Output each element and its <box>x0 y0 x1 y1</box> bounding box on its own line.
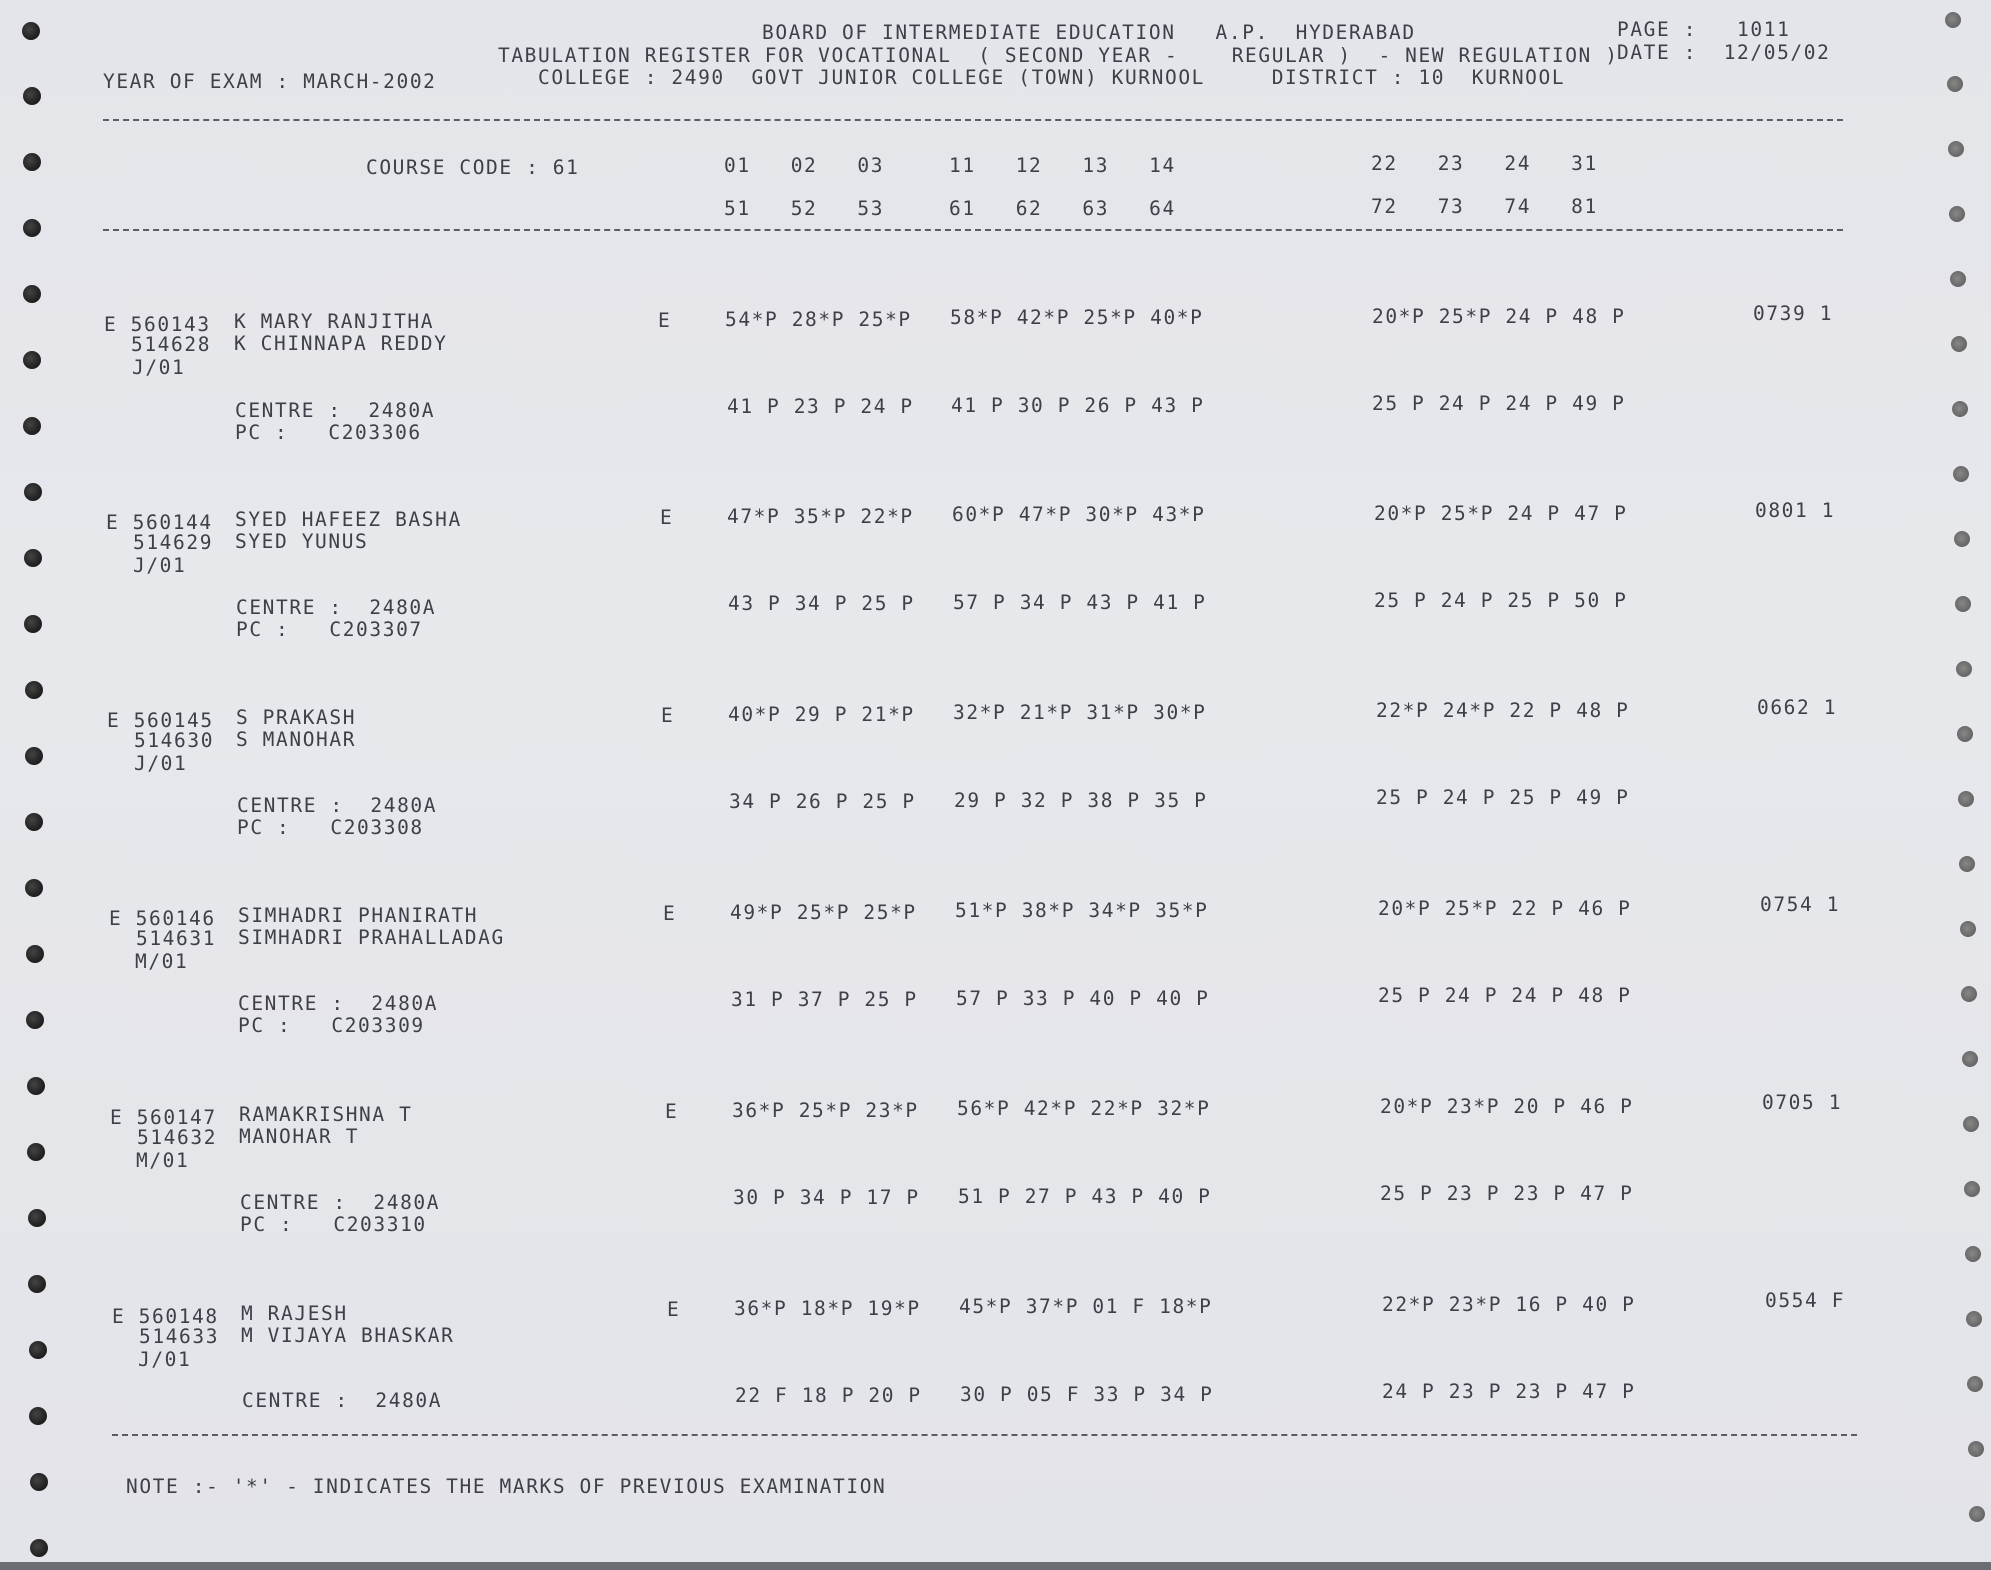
group-code: M/01 <box>136 1149 190 1172</box>
father-name: SIMHADRI PRAHALLADAG <box>238 926 505 949</box>
register-title: TABULATION REGISTER FOR VOCATIONAL ( SECOND YEAR - REGULAR ) - NEW REGULATION ) <box>498 44 1619 67</box>
student-name: M RAJESH <box>241 1302 348 1325</box>
hall-ticket: E 560148 <box>112 1305 219 1328</box>
registration-number: 514632 <box>137 1126 218 1149</box>
group-code: J/01 <box>134 752 188 775</box>
marks-row2-b: 57 P 33 P 40 P 40 P <box>956 987 1210 1010</box>
centre: CENTRE : 2480A <box>236 596 437 619</box>
marks-row2-b: 41 P 30 P 26 P 43 P <box>951 394 1205 417</box>
total-result: 0739 1 <box>1753 302 1834 325</box>
registration-number: 514631 <box>136 927 217 950</box>
marks-row2-a: 30 P 34 P 17 P <box>733 1186 920 1209</box>
centre: CENTRE : 2480A <box>240 1191 441 1214</box>
subject-codes-row2-c: 72 73 74 81 <box>1371 195 1598 218</box>
marks-row1-b: 51*P 38*P 34*P 35*P <box>955 899 1209 922</box>
marks-row1-c: 22*P 23*P 16 P 40 P <box>1382 1293 1636 1316</box>
marks-row2-c: 25 P 24 P 25 P 50 P <box>1374 589 1628 612</box>
student-name: RAMAKRISHNA T <box>239 1103 413 1126</box>
divider-top <box>103 119 1843 121</box>
marks-row1-a: 49*P 25*P 25*P <box>730 901 917 924</box>
marks-row2-c: 24 P 23 P 23 P 47 P <box>1382 1380 1636 1403</box>
total-result: 0662 1 <box>1757 696 1838 719</box>
marks-row1-c: 20*P 25*P 24 P 48 P <box>1372 305 1626 328</box>
total-result: 0554 F <box>1765 1289 1846 1312</box>
total-result: 0801 1 <box>1755 499 1836 522</box>
marks-row2-c: 25 P 24 P 24 P 48 P <box>1378 984 1632 1007</box>
father-name: M VIJAYA BHASKAR <box>241 1324 455 1347</box>
marks-row1-b: 60*P 47*P 30*P 43*P <box>952 503 1206 526</box>
marks-row1-c: 20*P 23*P 20 P 46 P <box>1380 1095 1634 1118</box>
marks-row1-a: 36*P 18*P 19*P <box>734 1297 921 1320</box>
medium: E <box>658 309 672 332</box>
subject-codes-row2-a: 51 52 53 <box>724 197 885 220</box>
medium: E <box>665 1100 679 1123</box>
father-name: K CHINNAPA REDDY <box>234 332 448 355</box>
medium: E <box>661 704 675 727</box>
registration-number: 514633 <box>139 1325 220 1348</box>
marks-row1-c: 20*P 25*P 24 P 47 P <box>1374 502 1628 525</box>
total-result: 0754 1 <box>1760 893 1841 916</box>
hall-ticket: E 560145 <box>107 709 214 732</box>
marks-row2-b: 29 P 32 P 38 P 35 P <box>954 789 1208 812</box>
year-of-exam: YEAR OF EXAM : MARCH-2002 <box>103 70 437 93</box>
marks-row1-a: 54*P 28*P 25*P <box>725 308 912 331</box>
subject-codes-row1-a: 01 02 03 <box>724 154 885 177</box>
group-code: M/01 <box>135 950 189 973</box>
marks-row2-b: 30 P 05 F 33 P 34 P <box>960 1383 1214 1406</box>
page-number: PAGE : 1011 <box>1617 18 1791 41</box>
background-edge <box>0 1562 1991 1570</box>
marks-row1-c: 22*P 24*P 22 P 48 P <box>1376 699 1630 722</box>
father-name: MANOHAR T <box>239 1125 360 1148</box>
hall-ticket: E 560146 <box>109 907 216 930</box>
pc-number: PC : C203310 <box>240 1213 427 1236</box>
marks-row1-a: 40*P 29 P 21*P <box>728 703 915 726</box>
marks-row2-a: 34 P 26 P 25 P <box>729 790 916 813</box>
group-code: J/01 <box>138 1348 192 1371</box>
centre: CENTRE : 2480A <box>235 399 436 422</box>
hall-ticket: E 560144 <box>106 511 213 534</box>
marks-row2-a: 22 F 18 P 20 P <box>735 1384 922 1407</box>
marks-row2-c: 25 P 23 P 23 P 47 P <box>1380 1182 1634 1205</box>
board-title: BOARD OF INTERMEDIATE EDUCATION A.P. HYDERABAD <box>762 21 1416 44</box>
pc-number: PC : C203308 <box>237 816 424 839</box>
marks-row1-b: 56*P 42*P 22*P 32*P <box>957 1097 1211 1120</box>
marks-row1-b: 45*P 37*P 01 F 18*P <box>959 1295 1213 1318</box>
medium: E <box>660 506 674 529</box>
centre: CENTRE : 2480A <box>237 794 438 817</box>
medium: E <box>663 902 677 925</box>
marks-row1-a: 47*P 35*P 22*P <box>727 505 914 528</box>
centre: CENTRE : 2480A <box>242 1389 443 1412</box>
student-name: SIMHADRI PHANIRATH <box>238 904 479 927</box>
marks-row1-a: 36*P 25*P 23*P <box>732 1099 919 1122</box>
subject-codes-row1-b: 11 12 13 14 <box>949 154 1176 177</box>
hall-ticket: E 560143 <box>104 313 211 336</box>
total-result: 0705 1 <box>1762 1091 1843 1114</box>
marks-row1-b: 32*P 21*P 31*P 30*P <box>953 701 1207 724</box>
hall-ticket: E 560147 <box>110 1106 217 1129</box>
marks-row2-b: 51 P 27 P 43 P 40 P <box>958 1185 1212 1208</box>
pc-number: PC : C203306 <box>235 421 422 444</box>
marks-row2-a: 31 P 37 P 25 P <box>731 988 918 1011</box>
marks-row2-a: 43 P 34 P 25 P <box>728 592 915 615</box>
course-code: COURSE CODE : 61 <box>366 156 580 179</box>
father-name: S MANOHAR <box>236 728 357 751</box>
footer-note: NOTE :- '*' - INDICATES THE MARKS OF PREVIOUS EXAMINATION <box>126 1475 887 1498</box>
student-name: SYED HAFEEZ BASHA <box>235 508 462 531</box>
subject-codes-row2-b: 61 62 63 64 <box>949 197 1176 220</box>
group-code: J/01 <box>133 554 187 577</box>
group-code: J/01 <box>132 356 186 379</box>
divider-header <box>103 229 1843 231</box>
father-name: SYED YUNUS <box>235 530 369 553</box>
subject-codes-row1-c: 22 23 24 31 <box>1371 152 1598 175</box>
marks-row2-c: 25 P 24 P 24 P 49 P <box>1372 392 1626 415</box>
marks-row1-c: 20*P 25*P 22 P 46 P <box>1378 897 1632 920</box>
marks-row2-b: 57 P 34 P 43 P 41 P <box>953 591 1207 614</box>
marks-row1-b: 58*P 42*P 25*P 40*P <box>950 306 1204 329</box>
student-name: S PRAKASH <box>236 706 357 729</box>
pc-number: PC : C203307 <box>236 618 423 641</box>
college-district: COLLEGE : 2490 GOVT JUNIOR COLLEGE (TOWN) KURNOOL DISTRICT : 10 KURNOOL <box>538 66 1566 89</box>
print-date: DATE : 12/05/02 <box>1617 41 1831 64</box>
marks-row2-c: 25 P 24 P 25 P 49 P <box>1376 786 1630 809</box>
divider-bottom <box>112 1434 1857 1436</box>
medium: E <box>667 1298 681 1321</box>
marks-row2-a: 41 P 23 P 24 P <box>727 395 914 418</box>
pc-number: PC : C203309 <box>238 1014 425 1037</box>
centre: CENTRE : 2480A <box>238 992 439 1015</box>
registration-number: 514629 <box>133 531 214 554</box>
registration-number: 514630 <box>134 729 215 752</box>
student-name: K MARY RANJITHA <box>234 310 435 333</box>
registration-number: 514628 <box>131 333 212 356</box>
